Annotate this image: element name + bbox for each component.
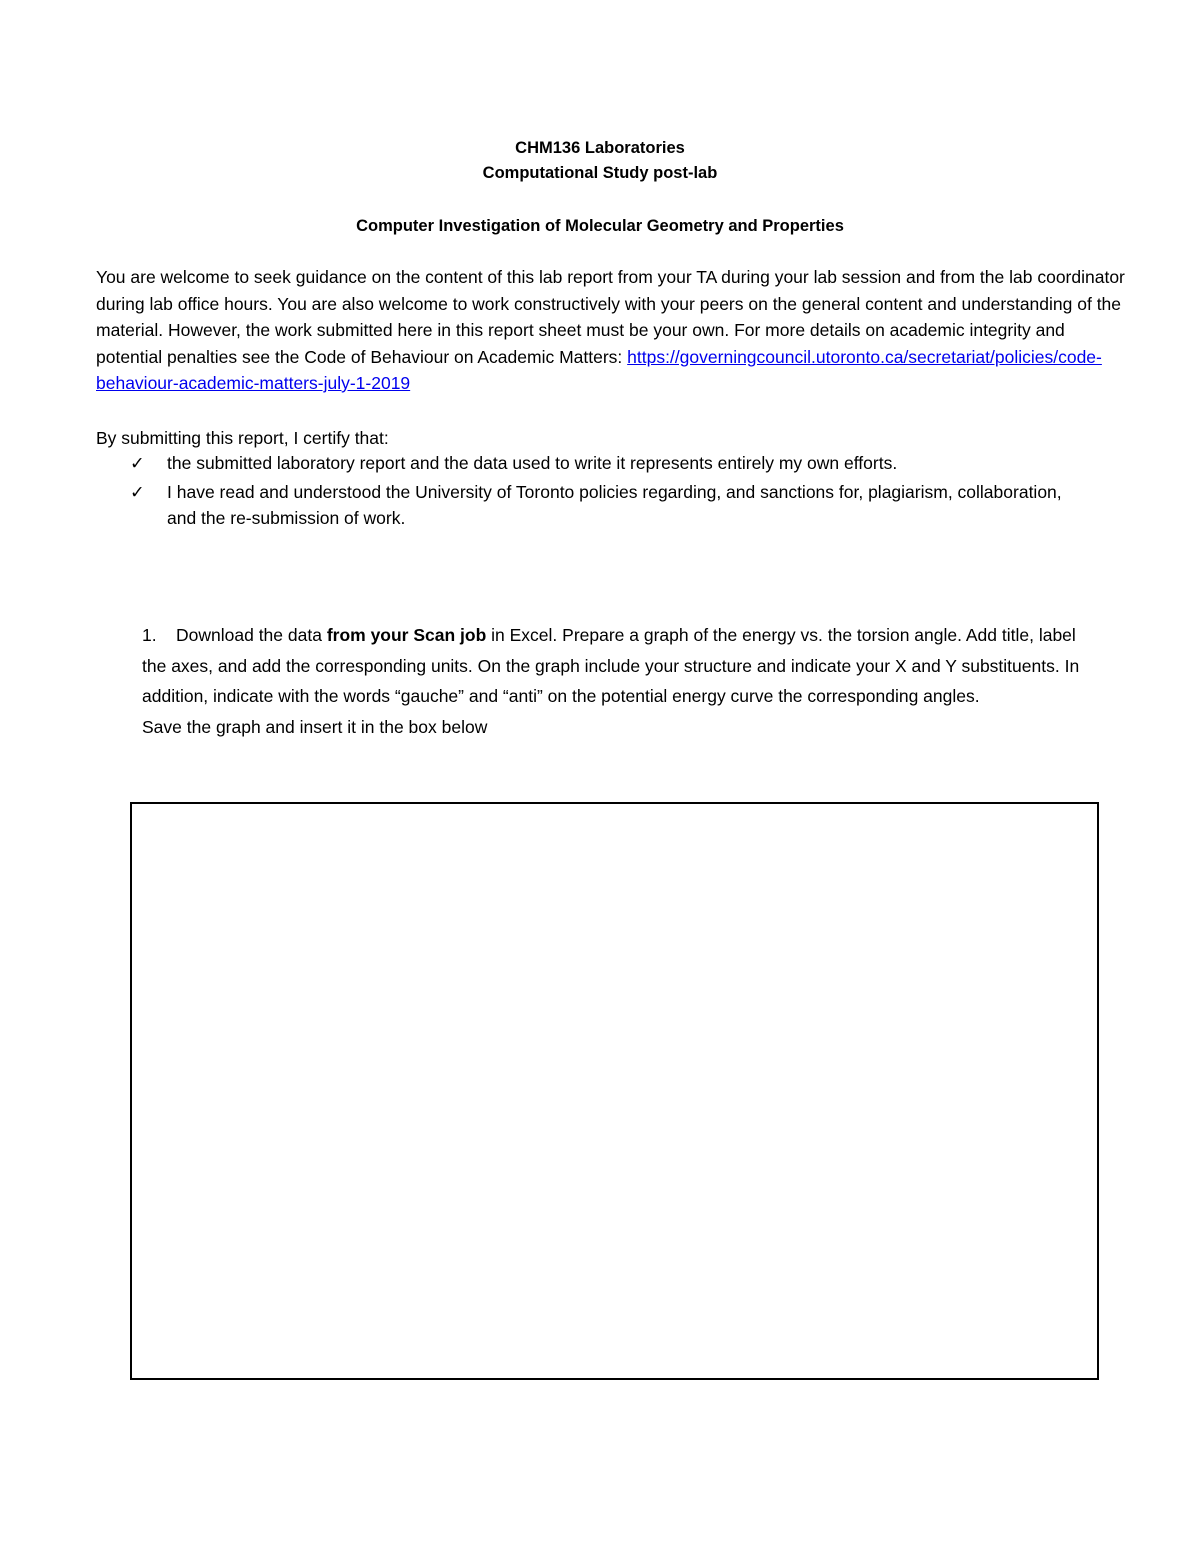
checkmark-icon: ✓ (130, 482, 145, 502)
intro-paragraph (96, 264, 1126, 397)
checkmark-icon: ✓ (130, 453, 145, 473)
question-bold-text: from your Scan job (326, 625, 487, 645)
course-heading: CHM136 Laboratories (515, 139, 685, 157)
question-number: 1. (142, 625, 157, 645)
intro-text: You are welcome to seek guidance on the content of this lab report from your TA during your lab session and from the lab coordinator during lab office hours. You are also welcome to work constructively with your peers on the general content and understanding of the material. However, the work submitted here in this report sheet must be your own. For more details on academic integrity and potential penalties see the Code of Behaviour on Academic Matters: (96, 267, 1125, 367)
certify-item (130, 479, 1090, 531)
policy-link[interactable]: https://governingcouncil.utoronto.ca/secretariat/policies/code-behaviour-academic-matters-july-1-2019 (96, 346, 1102, 393)
question-text-continued: in Excel. Prepare a graph of the energy vs. the torsion angle. Add title, label the axes, and add the corresponding units. On the graph include your structure and indicate your X and Y substituents. In addition, indicate with the words “gauche” and “anti” on the potential energy curve the corresponding angles. (142, 625, 1080, 706)
question-instruction: Save the graph and insert it in the box below (142, 716, 488, 737)
document-title: Computer Investigation of Molecular Geometry and Properties (356, 217, 844, 235)
question-text: Download the data (176, 625, 327, 645)
question-1 (142, 620, 1102, 742)
certify-item-text: the submitted laboratory report and the data used to write it represents entirely my own efforts. (167, 453, 898, 473)
lab-subtitle: Computational Study post-lab (482, 164, 718, 182)
certify-item-text: I have read and understood the University of Toronto policies regarding, and sanctions for, plagiarism, collaboration, and the re-submission of work. (167, 482, 1062, 528)
certify-lead: By submitting this report, I certify that: (96, 428, 389, 448)
certify-item (130, 450, 1090, 476)
graph-insert-box[interactable] (130, 802, 1099, 1380)
